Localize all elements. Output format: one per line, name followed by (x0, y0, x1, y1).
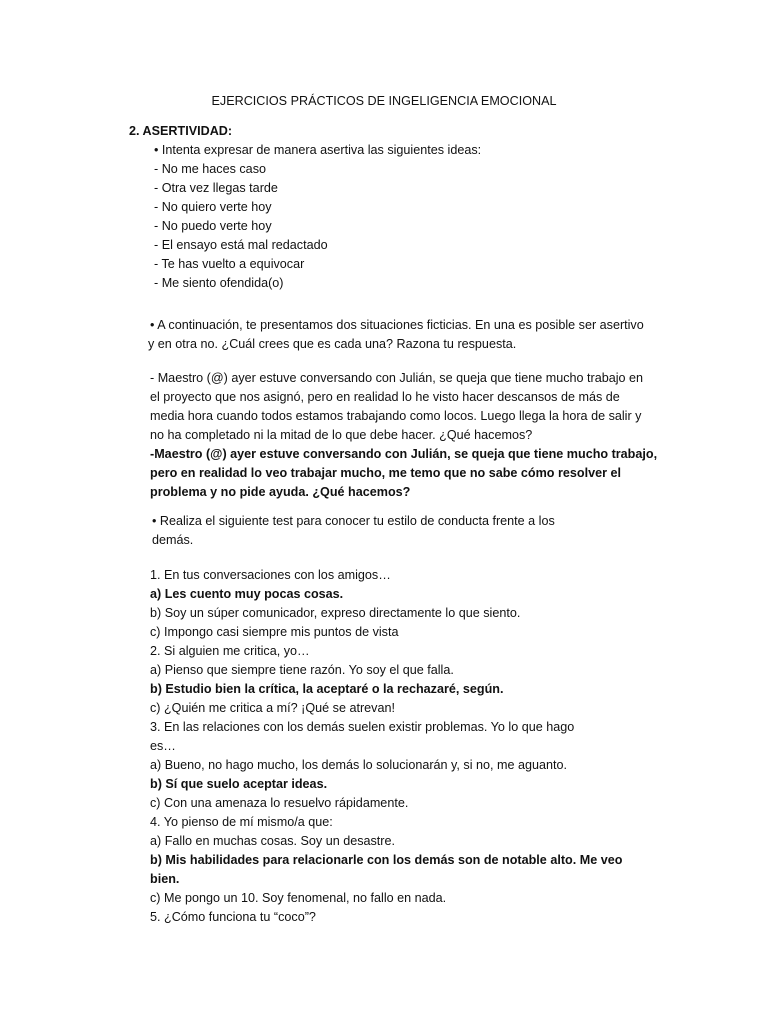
idea-item: - No quiero verte hoy (154, 200, 272, 214)
test-questions (150, 566, 622, 927)
test-line: 5. ¿Cómo funciona tu “coco”? (150, 910, 316, 924)
document-title: EJERCICIOS PRÁCTICOS DE INGELIGENCIA EMOCIONAL (211, 94, 557, 108)
test-line: c) Con una amenaza lo resuelvo rápidamente. (150, 796, 409, 810)
situation-two-line: problema y no pide ayuda. ¿Qué hacemos? (150, 485, 411, 499)
idea-item: - Otra vez llegas tarde (154, 181, 278, 195)
test-line: b) Estudio bien la crítica, la aceptaré o la rechazaré, según. (150, 682, 504, 696)
test-line: b) Soy un súper comunicador, expreso directamente lo que siento. (150, 606, 521, 620)
situation-one (150, 369, 657, 502)
situation-one-line: media hora cuando todos estamos trabajando como locos. Luego llega la hora de salir y (150, 409, 642, 423)
situations-bullet-line: y en otra no. ¿Cuál crees que es cada una? Razona tu respuesta. (148, 337, 517, 351)
test-line: a) Les cuento muy pocas cosas. (150, 587, 344, 601)
test-line: a) Bueno, no hago mucho, los demás lo solucionarán y, si no, me aguanto. (150, 758, 568, 772)
test-line: 4. Yo pienso de mí mismo/a que: (150, 815, 333, 829)
idea-item: - El ensayo está mal redactado (154, 238, 328, 252)
situation-one-line: no ha completado ni la mitad de lo que debe hacer. ¿Qué hacemos? (150, 428, 533, 442)
test-bullet-line: demás. (152, 533, 194, 547)
test-line: a) Pienso que siempre tiene razón. Yo soy el que falla. (150, 663, 454, 677)
test-line: b) Mis habilidades para relacionarle con los demás son de notable alto. Me veo (150, 853, 623, 867)
test-line: b) Sí que suelo aceptar ideas. (150, 777, 328, 791)
idea-item: - No puedo verte hoy (154, 219, 272, 233)
situation-one-line: el proyecto que nos asignó, pero en realidad lo he visto hacer descansos de más de (150, 390, 620, 404)
section-heading: 2. ASERTIVIDAD: (129, 124, 233, 138)
situation-two-line: pero en realidad lo veo trabajar mucho, me temo que no sabe cómo resolver el (150, 466, 622, 480)
test-line: bien. (150, 872, 180, 886)
test-line: 2. Si alguien me critica, yo… (150, 644, 310, 658)
test-line: c) Me pongo un 10. Soy fenomenal, no fallo en nada. (150, 891, 447, 905)
test-line: a) Fallo en muchas cosas. Soy un desastre. (150, 834, 396, 848)
test-bullet-line: • Realiza el siguiente test para conocer tu estilo de conducta frente a los (152, 514, 555, 528)
situations-intro (150, 316, 644, 354)
test-intro (152, 512, 555, 550)
test-line: 1. En tus conversaciones con los amigos… (150, 568, 391, 582)
idea-item: - Me siento ofendida(o) (154, 276, 284, 290)
idea-item: - No me haces caso (154, 162, 266, 176)
ideas-block (154, 141, 481, 293)
situations-bullet-line: • A continuación, te presentamos dos situaciones ficticias. En una es posible ser asertivo (150, 318, 644, 332)
test-line: c) ¿Quién me critica a mí? ¡Qué se atrevan! (150, 701, 395, 715)
situation-two-line: -Maestro (@) ayer estuve conversando con Julián, se queja que tiene mucho trabajo, (150, 447, 658, 461)
test-line: 3. En las relaciones con los demás suelen existir problemas. Yo lo que hago (150, 720, 575, 734)
test-line: c) Impongo casi siempre mis puntos de vista (150, 625, 399, 639)
test-line: es… (150, 739, 176, 753)
intro-bullet: • Intenta expresar de manera asertiva las siguientes ideas: (154, 143, 482, 157)
idea-item: - Te has vuelto a equivocar (154, 257, 305, 271)
situation-one-line: - Maestro (@) ayer estuve conversando con Julián, se queja que tiene mucho trabajo en (150, 371, 644, 385)
